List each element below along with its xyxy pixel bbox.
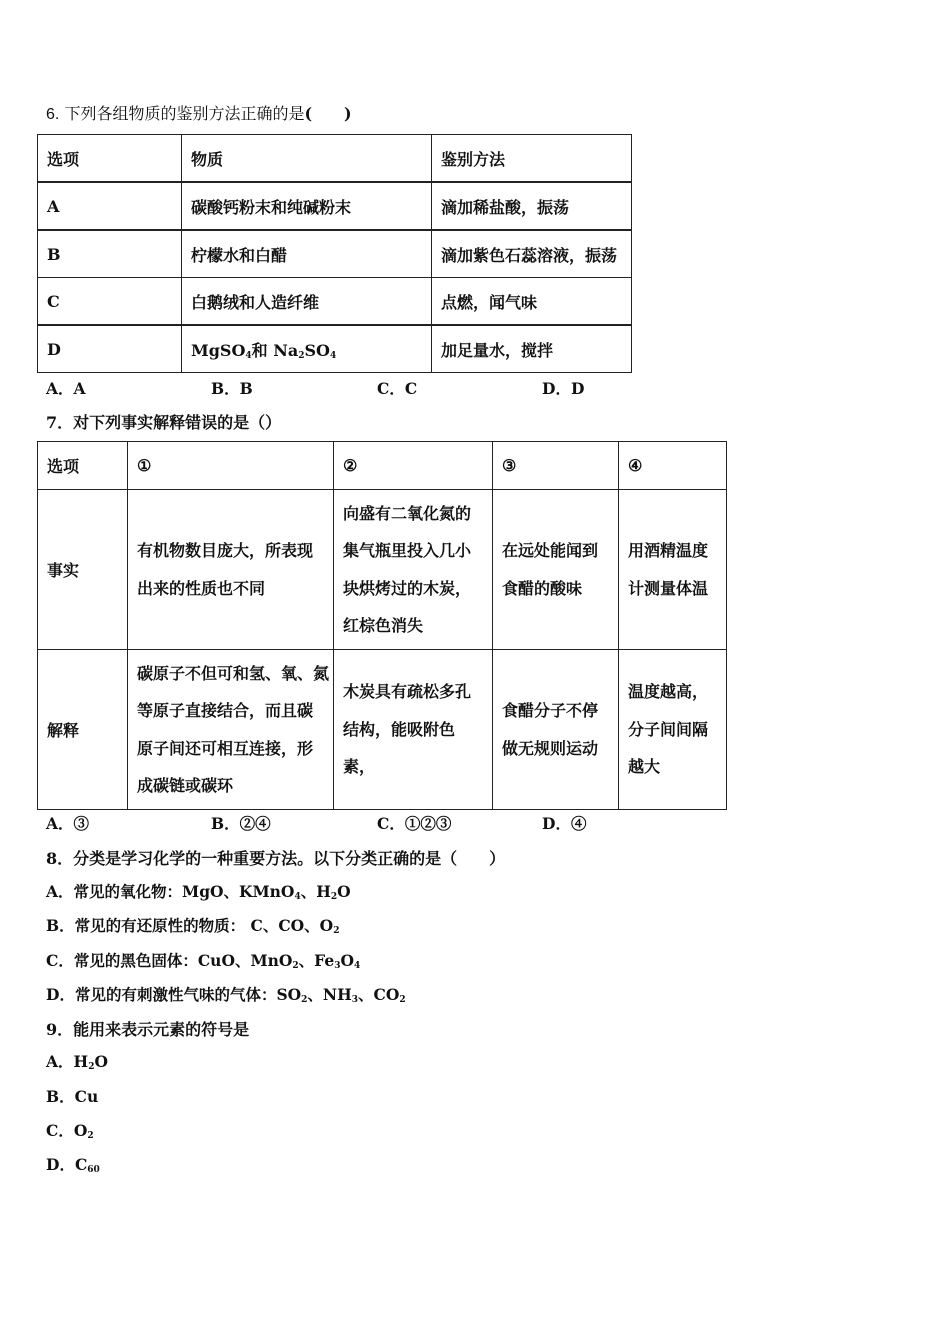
q7-explain-3: 食醋分子不停 做无规则运动 (493, 650, 619, 810)
q7-choice-d[interactable]: D．④ (542, 814, 587, 833)
q9-choice-a[interactable]: A．$H_2O$ (46, 1052, 108, 1072)
table-row (38, 650, 727, 810)
q7-fact-label: 事实 (38, 490, 128, 650)
q7-explain-label: 解释 (38, 650, 128, 810)
q6-header-option: 选项 (38, 135, 182, 183)
q7-table (37, 441, 727, 810)
table-row (38, 442, 727, 490)
q7-header-4: ④ (619, 442, 727, 490)
q7-header-option: 选项 (38, 442, 128, 490)
q7-fact-4: 用酒精温度 计测量体温 (619, 490, 727, 650)
q6-row-substance: 白鹅绒和人造纤维 (182, 278, 432, 326)
q9-choice-b[interactable]: B．Cu (46, 1087, 99, 1106)
q6-table (37, 134, 632, 373)
table-row (38, 135, 632, 183)
q8-choice-a[interactable]: A．常见的氧化物：MgO、KMnO$_4$、$H_2O$ (46, 882, 351, 902)
q6-row-substance: 柠檬水和白醋 (182, 230, 432, 278)
q8-stem: 8．分类是学习化学的一种重要方法。以下分类正确的是（ ） (46, 849, 506, 868)
q8-choice-b[interactable]: B．常见的有还原性的物质： C、CO、$O_2$ (46, 916, 340, 936)
q6-row-option: D (38, 325, 182, 373)
q6-row-method: 滴加稀盐酸，振荡 (432, 182, 632, 230)
q6-row-option: C (38, 278, 182, 326)
q7-choice-b[interactable]: B．②④ (211, 814, 271, 833)
q8-choice-d[interactable]: D．常见的有刺激性气味的气体：$SO_2$、$NH_3$、$CO_2$ (46, 985, 406, 1005)
table-row (38, 182, 632, 230)
q6-paren: ( ) (304, 104, 352, 123)
q6-number: 6. (46, 106, 60, 123)
q7-explain-2: 木炭具有疏松多孔 结构，能吸附色 素， (334, 650, 493, 810)
q7-choice-a[interactable]: A．③ (46, 814, 90, 833)
q6-choice-c[interactable]: C．C (377, 379, 418, 398)
q6-choice-d[interactable]: D．D (542, 379, 585, 398)
q6-choice-a[interactable]: A．A (46, 379, 86, 398)
q6-stem-text: 下列各组物质的鉴别方法正确的是 (64, 104, 305, 123)
q6-row-method: 滴加紫色石蕊溶液，振荡 (432, 230, 632, 278)
q7-fact-1: 有机物数目庞大，所表现 出来的性质也不同 (128, 490, 334, 650)
q6-row-method: 点燃，闻气味 (432, 278, 632, 326)
q6-row-option: A (38, 182, 182, 230)
q7-header-2: ② (334, 442, 493, 490)
q6-row-option: B (38, 230, 182, 278)
table-row (38, 278, 632, 326)
q7-header-1: ① (128, 442, 334, 490)
table-row (38, 325, 632, 373)
q7-fact-3: 在远处能闻到 食醋的酸味 (493, 490, 619, 650)
table-row (38, 490, 727, 650)
q9-stem: 9．能用来表示元素的符号是 (46, 1020, 250, 1039)
q7-header-3: ③ (493, 442, 619, 490)
q8-choice-c[interactable]: C．常见的黑色固体：CuO、MnO$_2$、$Fe_3O_4$ (46, 951, 361, 971)
q6-header-substance: 物质 (182, 135, 432, 183)
q6-stem (46, 101, 352, 124)
q6-row-substance: MgSO$_4$和 $Na_2SO_4$ (182, 325, 432, 373)
q7-explain-1: 碳原子不但可和氢、氧、氮 等原子直接结合，而且碳 原子间还可相互连接，形 成碳链或碳环 (128, 650, 334, 810)
q9-choice-d[interactable]: D．$C_{60}$ (46, 1155, 100, 1175)
q6-choice-b[interactable]: B．B (211, 379, 253, 398)
q6-header-method: 鉴别方法 (432, 135, 632, 183)
q6-row-substance: 碳酸钙粉末和纯碱粉末 (182, 182, 432, 230)
q7-stem: 7．对下列事实解释错误的是（） (46, 413, 282, 432)
q6-row-method: 加足量水，搅拌 (432, 325, 632, 373)
q7-choice-c[interactable]: C．①②③ (377, 814, 452, 833)
q7-fact-2: 向盛有二氧化氮的 集气瓶里投入几小 块烘烤过的木炭， 红棕色消失 (334, 490, 493, 650)
q9-choice-c[interactable]: C．$O_2$ (46, 1121, 94, 1141)
q7-explain-4: 温度越高， 分子间间隔 越大 (619, 650, 727, 810)
table-row (38, 230, 632, 278)
